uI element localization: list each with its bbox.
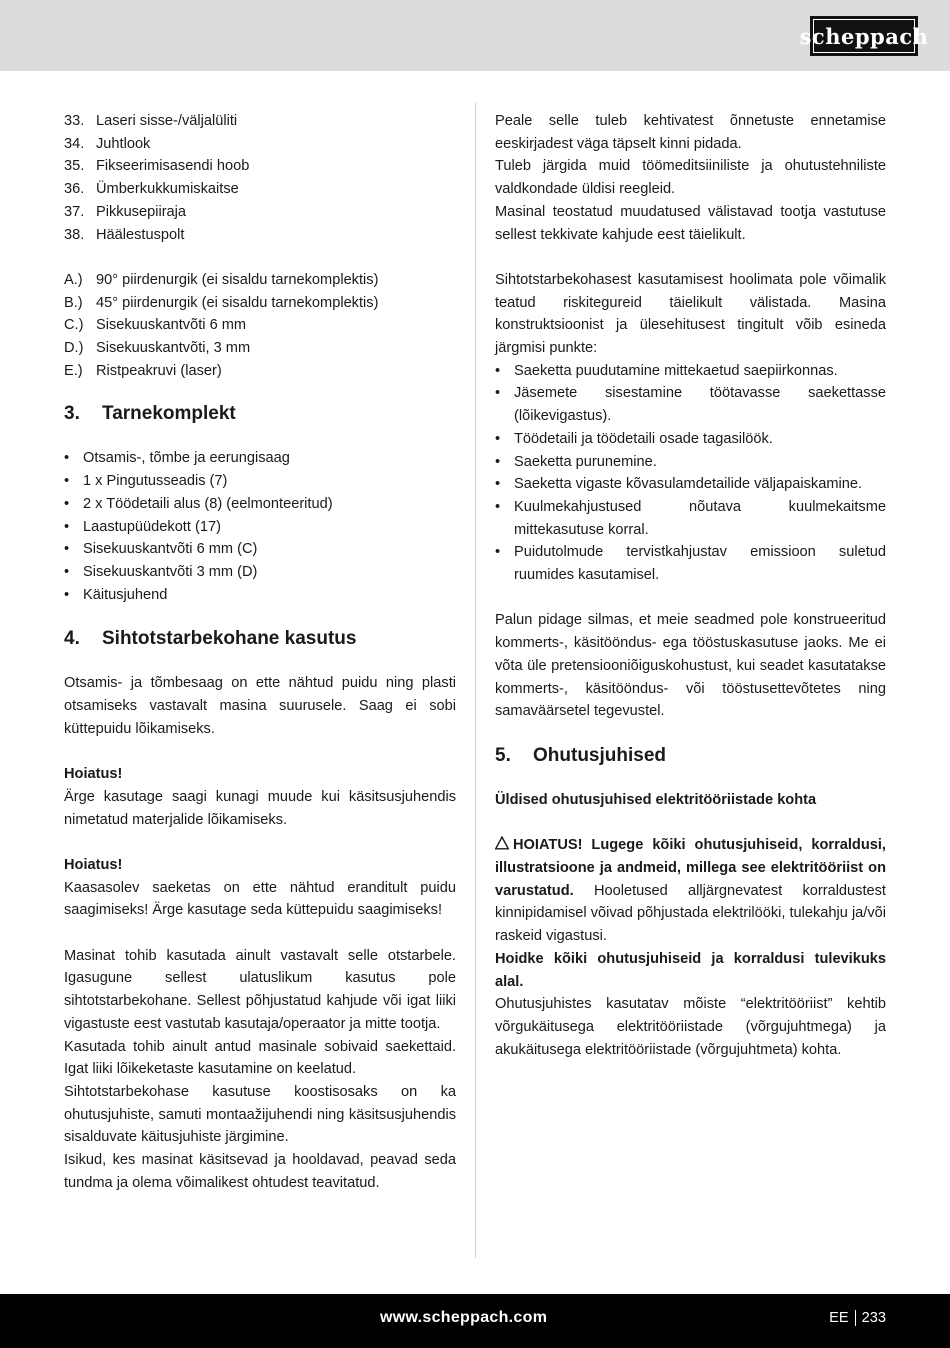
- warning-bold-text: HOIATUS! Lugege kõiki ohutusjuhiseid, korraldusi, illustratsioone ja andmeid, millega see elektritööriist on varustatud.: [495, 837, 886, 899]
- list-item: 36. Ümberkukkumiskaitse: [64, 181, 239, 198]
- divider: [855, 1310, 856, 1326]
- website-link[interactable]: www.scheppach.com: [380, 1309, 548, 1326]
- list-item: • 1 x Pingutusseadis (7): [64, 473, 228, 490]
- paragraph: Masinal teostatud muudatused välistavad tootja vastutuse sellest tekkivate kahjude eest täielikult.: [495, 203, 886, 243]
- paragraph: Kasutada tohib ainult antud masinale sobivaid saekettaid. Igat liiki lõikeketaste kasutamine on keelatud.: [64, 1038, 456, 1078]
- list-item: 38. Häälestuspolt: [64, 226, 185, 243]
- list-item: • Sisekuuskantvõti 6 mm (C): [64, 541, 258, 558]
- list-item: • 2 x Töödetaili alus (8) (eelmonteeritud): [64, 495, 333, 512]
- paragraph: Ohutusjuhistes kasutatav mõiste “elektritööriist” kehtib võrgukäitusega elektritööriistade (võrgujuhtmega) ja akukäitusega elektritööriistade (võrgujuhtmeta) kohta.: [495, 996, 886, 1058]
- paragraph: Otsamis- ja tõmbesaag on ette nähtud puidu ning plasti otsamiseks vastavalt masina suurusele. Saag ei sobi küttepuidu lõikamiseks.: [64, 675, 456, 737]
- list-item: • Käitusjuhend: [64, 586, 168, 603]
- page-number: [829, 1310, 886, 1326]
- paragraph: Sihtotstarbekohase kasutuse koostisosaks on ka ohutusjuhiste, samuti montaažijuhendi ning käsitsusjuhendis sisalduvate käitusjuhiste järgimine.: [64, 1083, 456, 1146]
- risk-list: [495, 360, 886, 587]
- list-item: 37. Pikkusepiiraja: [64, 203, 187, 220]
- list-item: 34. Juhtlook: [64, 135, 151, 152]
- page-header: [0, 0, 950, 71]
- list-item: E.) Ristpeakruvi (laser): [64, 362, 222, 379]
- scheppach-logo: scheppach: [810, 16, 918, 56]
- paragraph: Isikud, kes masinat käsitsevad ja hooldavad, peavad seda tundma ja olema võimalikest ohtudest teavitatud.: [64, 1152, 456, 1191]
- paragraph: Peale selle tuleb kehtivatest õnnetuste ennetamise eeskirjadest väga täpselt kinni pidada.: [495, 113, 886, 152]
- language-code: EE: [829, 1310, 849, 1326]
- list-item: • Puidutolmude tervistkahjustav emissioon suletud ruumides kasutamisel.: [495, 544, 886, 584]
- list-item: • Sisekuuskantvõti 3 mm (D): [64, 563, 258, 580]
- paragraph: Hoidke kõiki ohutusjuhiseid ja korraldusi tulevikuks alal.: [495, 950, 886, 990]
- list-item: 33. Laseri sisse-/väljalüliti: [64, 113, 238, 129]
- list-item: • Saeketta purunemine.: [495, 453, 657, 470]
- list-item: • Kuulmekahjustused nõutava kuulmekaitsme mittekasutuse korral.: [495, 498, 886, 538]
- warning-text: Hooletused alljärgnevatest korraldustest kinnipidamisel võivad põhjustada elektrilööki, tulekahju ja/või raskeid vigastusi.: [495, 882, 887, 945]
- paragraph: Kaasasolev saeketas on ette nähtud eranditult puidu saagimiseks! Ärge kasutage seda küttepuidu saagimiseks!: [64, 879, 456, 919]
- warning-triangle-icon: [495, 836, 509, 850]
- right-column: [495, 110, 886, 1061]
- paragraph: Sihtotstarbekohasest kasutamisest hoolimata pole võimalik teatud riskitegureid täielikult välistada. Masina konstruktsioonist ja ülesehitusest tingitult võib esineda järgmisi punkte:: [495, 271, 886, 357]
- column-divider: [475, 103, 476, 1258]
- paragraph: Palun pidage silmas, et meie seadmed pole konstrueeritud kommerts-, käsitööndus- ega tööstuskasutuse jaoks. Me ei võta üle pretensiooniõiguskohustust, kui seadet kasutatakse kommerts-, käsitööndus- või tööstusettevõtetes ning samaväärsetel tegevustel.: [495, 612, 886, 720]
- warning-paragraph: [495, 834, 886, 948]
- list-item: 35. Fikseerimisasendi hoob: [64, 158, 250, 175]
- warning-title: Hoiatus!: [64, 856, 123, 873]
- subsection-title: Üldised ohutusjuhised elektritööriistade kohta: [495, 791, 817, 808]
- accessories-list: [64, 269, 456, 383]
- warning-title: Hoiatus!: [64, 766, 123, 783]
- list-item: • Saeketta puudutamine mittekaetud saepiirkonnas.: [495, 362, 838, 379]
- section-heading: 4. Sihtotstarbekohane kasutus: [64, 628, 357, 650]
- page-footer: [0, 1294, 950, 1348]
- list-item: • Jäsemete sisestamine töötavasse saekettasse (lõikevigastus).: [495, 385, 886, 425]
- paragraph: Tuleb järgida muid töömeditsiiniliste ja ohutustehniliste valdkondade üldisi reegleid.: [495, 158, 886, 198]
- list-item: • Saeketta vigaste kõvasulamdetailide väljapaiskamine.: [495, 476, 863, 493]
- list-item: B.) 45° piirdenurgik (ei sisaldu tarnekomplektis): [64, 294, 379, 311]
- paragraph: Ärge kasutage saagi kunagi muude kui käsitsusjuhendis nimetatud materjalide lõikamiseks.: [64, 788, 456, 828]
- list-item: C.) Sisekuuskantvõti 6 mm: [64, 317, 247, 334]
- section-heading: 3. Tarnekomplekt: [64, 403, 236, 425]
- section-heading: 5. Ohutusjuhised: [495, 744, 666, 766]
- list-item: D.) Sisekuuskantvõti, 3 mm: [64, 340, 251, 357]
- list-item: A.) 90° piirdenurgik (ei sisaldu tarnekomplektis): [64, 271, 379, 288]
- parts-list: [64, 110, 456, 246]
- list-item: • Töödetaili ja töödetaili osade tagasilöök.: [495, 430, 773, 447]
- list-item: • Otsamis-, tõmbe ja eerungisaag: [64, 450, 290, 467]
- delivery-list: [64, 447, 456, 606]
- left-column: [64, 110, 456, 1194]
- list-item: • Laastupüüdekott (17): [64, 518, 221, 535]
- page-number-value: 233: [861, 1310, 886, 1326]
- paragraph: Masinat tohib kasutada ainult vastavalt selle otstarbele. Igasugune sellest ulatuslikum kasutus pole sihtotstarbekohane. Sellest põhjustatud kahjude või igat liiki vigastuste eest vastutab kasutaja/operaator ja mitte tootja.: [64, 947, 456, 1032]
